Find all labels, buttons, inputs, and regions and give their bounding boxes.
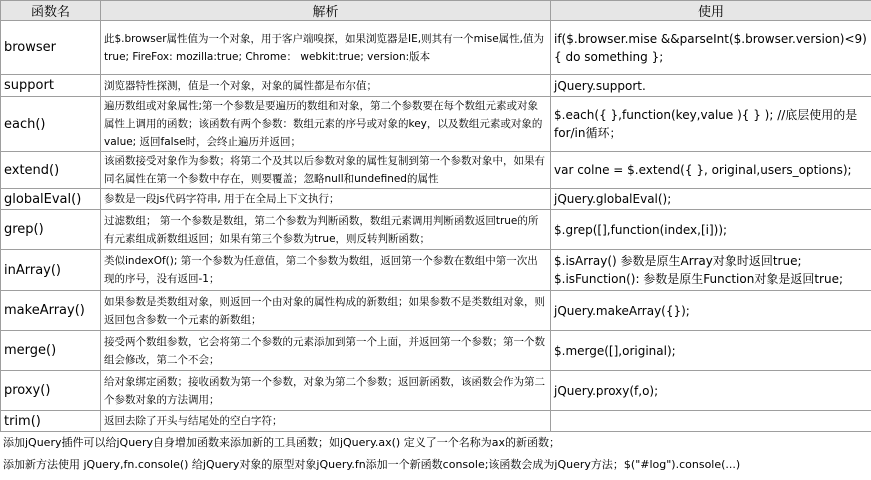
function-name: trim() (1, 411, 101, 432)
header-description: 解析 (101, 1, 551, 21)
function-description: 此$.browser属性值为一个对象，用于客户端嗅探，如果浏览器是IE,则其有一个mise属性,值为true; FireFox: mozilla:true; Chrome： webkit:true; version:版本 (101, 21, 551, 75)
function-description: 返回去除了开头与结尾处的空白字符； (101, 411, 551, 432)
table-row (1, 331, 871, 371)
function-name: each() (1, 97, 101, 152)
table-row (1, 97, 871, 152)
function-name: grep() (1, 210, 101, 250)
table-row (1, 189, 871, 210)
table-row (1, 210, 871, 250)
function-description: 过滤数组； 第一个参数是数组，第二个参数为判断函数，数组元素调用判断函数返回true的所有元素组成新数组返回；如果有第三个参数为true，则反转判断函数； (101, 210, 551, 250)
function-name: support (1, 75, 101, 97)
function-usage: jQuery.support. (551, 75, 871, 97)
table-row (1, 21, 871, 75)
usage-line: $.isFunction(): 参数是原生Function对象是返回true; (554, 272, 844, 286)
function-usage (551, 411, 871, 432)
table-row (1, 250, 871, 291)
function-description: 接受两个数组参数，它会将第二个参数的元素添加到第一个上面，并返回第一个参数；第一个数组会修改，第二个不会； (101, 331, 551, 371)
function-description: 参数是一段js代码字符串, 用于在全局上下文执行； (101, 189, 551, 210)
function-description: 浏览器特性探测，值是一个对象，对象的属性都是布尔值； (101, 75, 551, 97)
note-line: 添加jQuery插件可以给jQuery自身增加函数来添加新的工具函数；如jQuery.ax() 定义了一个名称为ax的新函数； (3, 436, 560, 449)
usage-line: $.isArray() 参数是原生Array对象时返回true; (554, 254, 802, 268)
header-usage: 使用 (551, 1, 871, 21)
function-usage: jQuery.proxy(f,o); (551, 371, 871, 411)
function-name: proxy() (1, 371, 101, 411)
function-usage: $.merge([],original); (551, 331, 871, 371)
notes-section (0, 432, 871, 476)
table-row (1, 75, 871, 97)
table-row (1, 291, 871, 331)
function-name: merge() (1, 331, 101, 371)
function-usage: jQuery.globalEval(); (551, 189, 871, 210)
table-row (1, 371, 871, 411)
header-row (1, 1, 871, 21)
function-name: makeArray() (1, 291, 101, 331)
table-row (1, 411, 871, 432)
function-usage: if($.browser.mise &&parseInt($.browser.version)<9){ do something }; (551, 21, 871, 75)
function-usage: $.grep([],function(index,[i])); (551, 210, 871, 250)
function-description: 给对象绑定函数；接收函数为第一个参数，对象为第二个参数；返回新函数，该函数会作为第二个参数对象的方法调用； (101, 371, 551, 411)
function-usage: jQuery.makeArray({}); (551, 291, 871, 331)
function-description: 该函数接受对象作为参数；将第二个及其以后参数对象的属性复制到第一个参数对象中，如果有同名属性在第一个参数中存在，则要覆盖；忽略null和undefined的属性 (101, 152, 551, 189)
header-function-name: 函数名 (1, 1, 101, 21)
function-usage: var colne = $.extend({ }, original,users_options); (551, 152, 871, 189)
function-description: 如果参数是类数组对象，则返回一个由对象的属性构成的新数组；如果参数不是类数组对象，则返回包含参数一个元素的新数组； (101, 291, 551, 331)
function-usage (551, 250, 871, 291)
function-name: inArray() (1, 250, 101, 291)
function-description: 类似indexOf(); 第一个参数为任意值，第二个参数为数组，返回第一个参数在数组中第一次出现的序号，没有返回-1； (101, 250, 551, 291)
function-description: 遍历数组或对象属性;第一个参数是要遍历的数组和对象，第二个参数要在每个数组元素或对象属性上调用的函数；该函数有两个参数：数组元素的序号或对象的key，以及数组元素或对象的value; 返回false时，会终止遍历并返回； (101, 97, 551, 152)
function-name: globalEval() (1, 189, 101, 210)
function-name: browser (1, 21, 101, 75)
table-row (1, 152, 871, 189)
function-usage: $.each({ },function(key,value ){ } ); //底层使用的是for/in循环； (551, 97, 871, 152)
function-name: extend() (1, 152, 101, 189)
note-line: 添加新方法使用 jQuery,fn.console() 给jQuery对象的原型对象jQuery.fn添加一个新函数console;该函数会成为jQuery方法；$("#log").console(...) (3, 458, 741, 471)
